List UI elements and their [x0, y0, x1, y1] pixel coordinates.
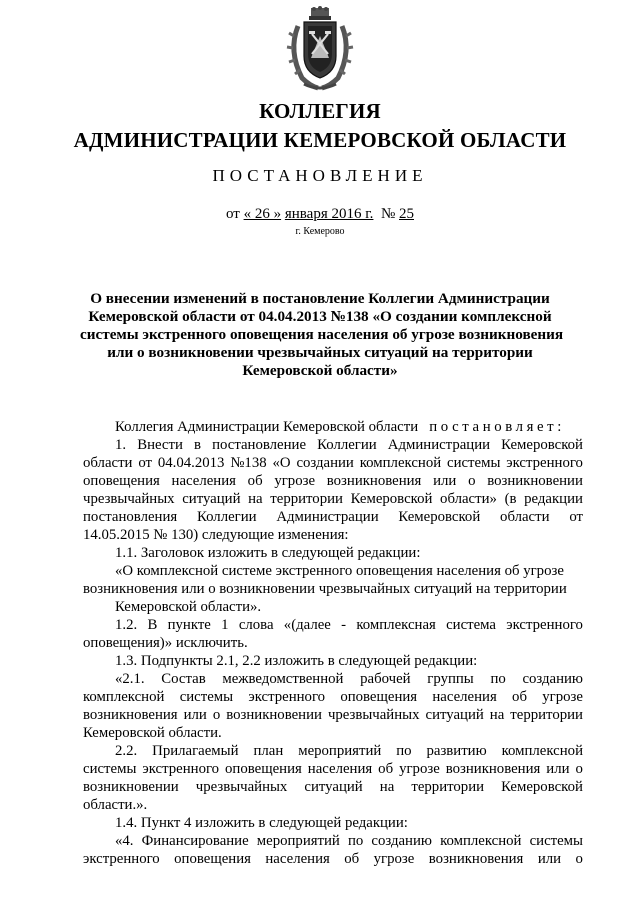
word: оповещения	[83, 473, 160, 489]
word: комплексная	[356, 617, 436, 633]
word: слова	[238, 617, 274, 633]
word: чрезвычайных	[83, 491, 175, 507]
word: на	[489, 707, 505, 723]
word: ситуаций	[425, 707, 484, 723]
word: области	[83, 455, 133, 471]
date-prefix: от	[225, 206, 240, 222]
word: комплексной	[83, 689, 165, 705]
title-line: системы экстренного оповещения населения об угрозе возникновения	[80, 326, 564, 343]
word: об	[344, 851, 360, 867]
number-label: №	[380, 206, 396, 222]
word: территории	[411, 779, 485, 795]
coat-of-arms-emblem	[284, 6, 356, 92]
word: угрозе	[542, 689, 583, 705]
word: комплексной	[359, 455, 442, 471]
word: развитию	[426, 743, 487, 759]
word: по	[396, 743, 412, 759]
word: Кемеровской	[501, 779, 583, 795]
coat-of-arms-icon	[284, 6, 356, 92]
word: Коллегии	[196, 509, 257, 525]
word: «2.1.	[115, 671, 145, 687]
word: о	[468, 473, 476, 489]
word: рабочей	[360, 671, 411, 687]
word: комплексной	[440, 833, 522, 849]
word: системы	[179, 689, 234, 705]
word: об	[378, 761, 394, 777]
date-line	[0, 206, 640, 223]
paragraph-line: возникновения или о возникновении чрезвычайных ситуаций на территории	[83, 581, 567, 597]
word: чрезвычайных	[327, 707, 420, 723]
paragraph-line	[83, 454, 583, 472]
word: в	[193, 437, 201, 453]
date-day: « 26 »	[243, 206, 282, 222]
word: экстренного	[506, 455, 583, 471]
word: или	[433, 473, 457, 489]
word: от	[569, 509, 583, 525]
word: угрозе	[373, 851, 415, 867]
word: населения	[307, 761, 373, 777]
word: оповещения	[225, 761, 302, 777]
word: или	[546, 761, 570, 777]
word: о	[575, 761, 583, 777]
word: 1.2.	[115, 617, 138, 633]
word: территории	[270, 491, 343, 507]
paragraph-line	[83, 850, 583, 868]
word: Кемеровской	[501, 437, 583, 453]
word: области»	[440, 491, 497, 507]
word: (в	[504, 491, 517, 507]
word: Состав	[161, 671, 206, 687]
word: возникновения	[326, 473, 422, 489]
paragraph-line	[83, 760, 583, 778]
paragraph-line	[83, 706, 583, 724]
city-name: г. Кемерово	[295, 226, 345, 237]
word: «(далее	[283, 617, 331, 633]
word: территории	[510, 707, 583, 723]
word: мероприятий	[298, 743, 382, 759]
word: населения	[265, 851, 330, 867]
paragraph-line: оповещения)» исключить.	[83, 635, 248, 651]
paragraph-line	[83, 742, 583, 760]
word: редакции	[524, 491, 583, 507]
org-name-line1: КОЛЛЕГИЯ	[259, 99, 381, 123]
intro-resolves: постановляет:	[429, 419, 565, 435]
title-line: О внесении изменений в постановление Коллегии Администрации	[90, 290, 550, 307]
word: создании	[296, 455, 354, 471]
word: населения	[171, 473, 236, 489]
word: Финансирование	[141, 833, 249, 849]
paragraph-line	[83, 670, 583, 688]
word: оповещения	[340, 689, 418, 705]
title-line: Кемеровской области от 04.04.2013 №138 «О создании комплексной	[88, 308, 552, 325]
title-line: Кемеровской области»	[242, 362, 398, 379]
word: возникновения	[445, 761, 541, 777]
word: о	[575, 851, 583, 867]
word: возникновения	[83, 707, 178, 723]
paragraph-line	[83, 436, 583, 454]
word: «О	[272, 455, 291, 471]
word: или	[537, 851, 562, 867]
word: о	[212, 707, 221, 723]
word: населения	[432, 689, 497, 705]
paragraph-line	[83, 508, 583, 526]
paragraph-line: 1.1. Заголовок изложить в следующей редакции:	[115, 545, 421, 561]
word: угрозе	[399, 761, 440, 777]
word: на	[248, 491, 263, 507]
word: экстренного	[506, 617, 583, 633]
document-number: 25	[399, 206, 414, 222]
word: ситуаций	[182, 491, 241, 507]
word: системы	[529, 833, 583, 849]
word: постановления	[83, 509, 178, 525]
paragraph-line: Кемеровской области».	[115, 599, 262, 615]
word: возникновения	[428, 851, 524, 867]
word: на	[379, 779, 395, 795]
word: об	[247, 473, 263, 489]
word: Администрации	[387, 437, 491, 453]
document-type: ПОСТАНОВЛЕНИЕ	[212, 166, 428, 185]
word: области	[500, 509, 550, 525]
word: Коллегии	[317, 437, 377, 453]
paragraph-line: 1.4. Пункт 4 изложить в следующей редакции:	[115, 815, 408, 831]
word: Кемеровской	[350, 491, 433, 507]
paragraph-line	[83, 472, 583, 490]
word: -	[341, 617, 347, 633]
word: угрозе	[274, 473, 316, 489]
word: №138	[230, 455, 267, 471]
word: 1	[221, 617, 229, 633]
paragraph-line	[83, 832, 583, 850]
paragraph-line	[83, 490, 583, 508]
document-title	[80, 290, 564, 380]
word: возникновении	[83, 779, 179, 795]
word: от	[138, 455, 152, 471]
word: 2.2.	[115, 743, 138, 759]
word: экстренного	[142, 761, 220, 777]
paragraph-line: области.».	[83, 797, 148, 813]
word: постановление	[212, 437, 307, 453]
word: «4.	[115, 833, 134, 849]
title-line: или о возникновении чрезвычайных ситуаций на территории	[107, 344, 533, 361]
word: системы	[83, 761, 137, 777]
word: Прилагаемый	[152, 743, 239, 759]
intro-text: Коллегия Администрации Кемеровской области	[115, 419, 419, 435]
word: пункте	[167, 617, 211, 633]
word: Администрации	[276, 509, 379, 525]
word: по	[347, 833, 364, 849]
word: 04.04.2013	[157, 455, 225, 471]
word: мероприятий	[256, 833, 340, 849]
word: возникновении	[487, 473, 583, 489]
paragraph-line: 1.3. Подпункты 2.1, 2.2 изложить в следующей редакции:	[115, 653, 478, 669]
word: или	[183, 707, 207, 723]
word: система	[446, 617, 496, 633]
intro-line	[83, 418, 583, 436]
word: группы	[427, 671, 474, 687]
document-body	[83, 418, 583, 868]
word: Внести	[137, 437, 183, 453]
word: экстренного	[248, 689, 326, 705]
word: комплексной	[501, 743, 583, 759]
paragraph-line	[83, 778, 583, 796]
word: созданию	[371, 833, 432, 849]
word: межведомственной	[222, 671, 344, 687]
word: возникновении	[226, 707, 322, 723]
paragraph-line	[83, 688, 583, 706]
word: ситуаций	[304, 779, 363, 795]
word: системы	[447, 455, 501, 471]
word: В	[147, 617, 158, 633]
paragraph-line: 14.05.2015 № 130) следующие изменения:	[83, 527, 349, 543]
word: экстренного	[83, 851, 160, 867]
word: оповещения	[174, 851, 251, 867]
word: 1.	[115, 437, 127, 453]
word: чрезвычайных	[195, 779, 288, 795]
word: Кемеровской	[398, 509, 481, 525]
paragraph-line: «О комплексной системе экстренного оповещения населения об угрозе	[115, 563, 564, 579]
paragraph-line	[83, 616, 583, 634]
date-month-year: января 2016 г.	[284, 206, 374, 222]
word: созданию	[522, 671, 583, 687]
word: по	[490, 671, 506, 687]
paragraph-line: Кемеровской области.	[83, 725, 222, 741]
word: об	[512, 689, 527, 705]
org-name-line2: АДМИНИСТРАЦИИ КЕМЕРОВСКОЙ ОБЛАСТИ	[73, 128, 567, 152]
word: план	[253, 743, 284, 759]
